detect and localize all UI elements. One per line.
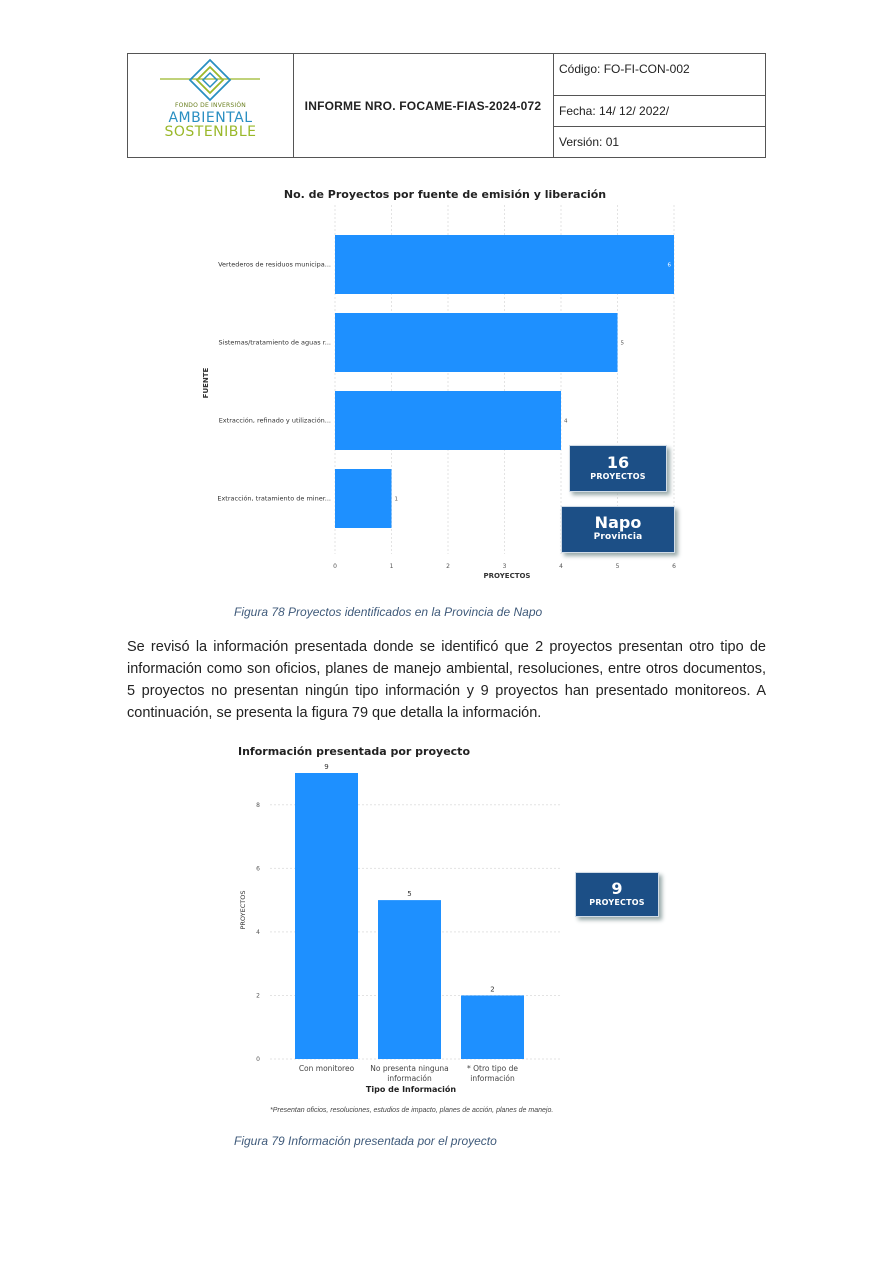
kpi-value: 16	[606, 453, 630, 472]
data-label: 9	[324, 763, 329, 771]
data-label: 1	[394, 496, 398, 503]
figure-caption: Figura 79 Información presentada por el proyecto	[234, 1134, 497, 1148]
x-axis-label: Tipo de Información	[365, 1085, 457, 1094]
category-label: información	[470, 1074, 515, 1083]
logo-line1: FONDO DE INVERSIÓN	[175, 102, 246, 109]
bar	[461, 995, 524, 1059]
logo-line2: AMBIENTAL	[168, 110, 253, 126]
doc-date: Fecha: 14/ 12/ 2022/	[553, 96, 765, 127]
category-label: * Otro tipo de	[466, 1064, 519, 1073]
category-label: Extracción, tratamiento de miner...	[217, 494, 331, 503]
kpi-label: PROYECTOS	[589, 898, 645, 907]
x-tick-label: 3	[502, 563, 507, 570]
category-label: Con monitoreo	[298, 1064, 355, 1073]
x-tick-label: 2	[446, 563, 450, 570]
chart-title: Información presentada por proyecto	[238, 745, 470, 758]
y-tick-label: 4	[256, 928, 260, 936]
figure-caption: Figura 78 Proyectos identificados en la Provincia de Napo	[234, 605, 543, 619]
x-axis-label: PROYECTOS	[483, 572, 531, 580]
bar	[335, 469, 392, 528]
doc-version: Versión: 01	[559, 135, 620, 149]
x-tick-label: 1	[389, 563, 394, 570]
y-tick-label: 8	[256, 801, 260, 809]
report-title-cell	[293, 54, 554, 157]
bar	[335, 391, 561, 450]
doc-code: Código: FO-FI-CON-002	[553, 54, 765, 96]
kpi-card-projects	[575, 872, 659, 917]
x-tick-label: 6	[672, 563, 676, 570]
category-label: Vertederos de residuos municipa...	[218, 260, 331, 269]
bar	[335, 313, 618, 372]
y-tick-label: 2	[256, 992, 260, 1000]
y-axis-label: FUENTE	[202, 367, 210, 399]
y-tick-label: 6	[256, 865, 260, 873]
y-tick-label: 0	[256, 1056, 260, 1063]
bar	[335, 235, 674, 294]
body-paragraph: Se revisó la información presentada donde se identificó que 2 proyectos presentan otro tipo de información como son oficios, planes de manejo ambiental, resoluciones, entre otros documentos, 5 proyectos no presentan ningún tipo información y 9 proyectos han presentado monitoreos. A continuación, se presenta la figura 79 que detalla la información.	[127, 639, 766, 721]
category-label: Extracción, refinado y utilización...	[218, 416, 331, 425]
kpi-label: PROYECTOS	[590, 472, 646, 481]
y-axis-label: PROYECTOS	[239, 890, 247, 930]
report-title: INFORME NRO. FOCAME-FIAS-2024-072	[304, 98, 542, 113]
category-label: No presenta ninguna	[370, 1064, 449, 1073]
x-tick-label: 5	[615, 563, 620, 570]
data-label: 5	[620, 340, 624, 347]
x-tick-label: 0	[333, 563, 337, 570]
category-label: información	[387, 1074, 432, 1083]
bar	[295, 773, 358, 1059]
category-label: Sistemas/tratamiento de aguas r...	[218, 338, 331, 347]
kpi-card-projects	[569, 445, 667, 492]
kpi-label: Provincia	[593, 532, 643, 542]
data-label: 4	[564, 418, 568, 425]
logo	[128, 54, 294, 157]
x-tick-label: 4	[559, 563, 563, 570]
kpi-value: 9	[611, 879, 623, 898]
data-label: 5	[407, 890, 412, 899]
document-header	[127, 53, 766, 158]
bar	[378, 900, 441, 1059]
kpi-value: Napo	[594, 513, 642, 532]
logo-line3: SOSTENIBLE	[164, 124, 257, 140]
data-label: 6	[667, 262, 671, 269]
chart-footnote: *Presentan oficios, resoluciones, estudios de impacto, planes de acción, planes de manejo.	[270, 1107, 554, 1114]
kpi-card-province	[561, 506, 675, 553]
document-meta	[553, 54, 765, 157]
chart-title: No. de Proyectos por fuente de emisión y liberación	[283, 188, 607, 201]
chart-information-by-project	[230, 740, 580, 1120]
logo-diamond-icon	[128, 54, 293, 104]
data-label: 2	[490, 985, 495, 994]
